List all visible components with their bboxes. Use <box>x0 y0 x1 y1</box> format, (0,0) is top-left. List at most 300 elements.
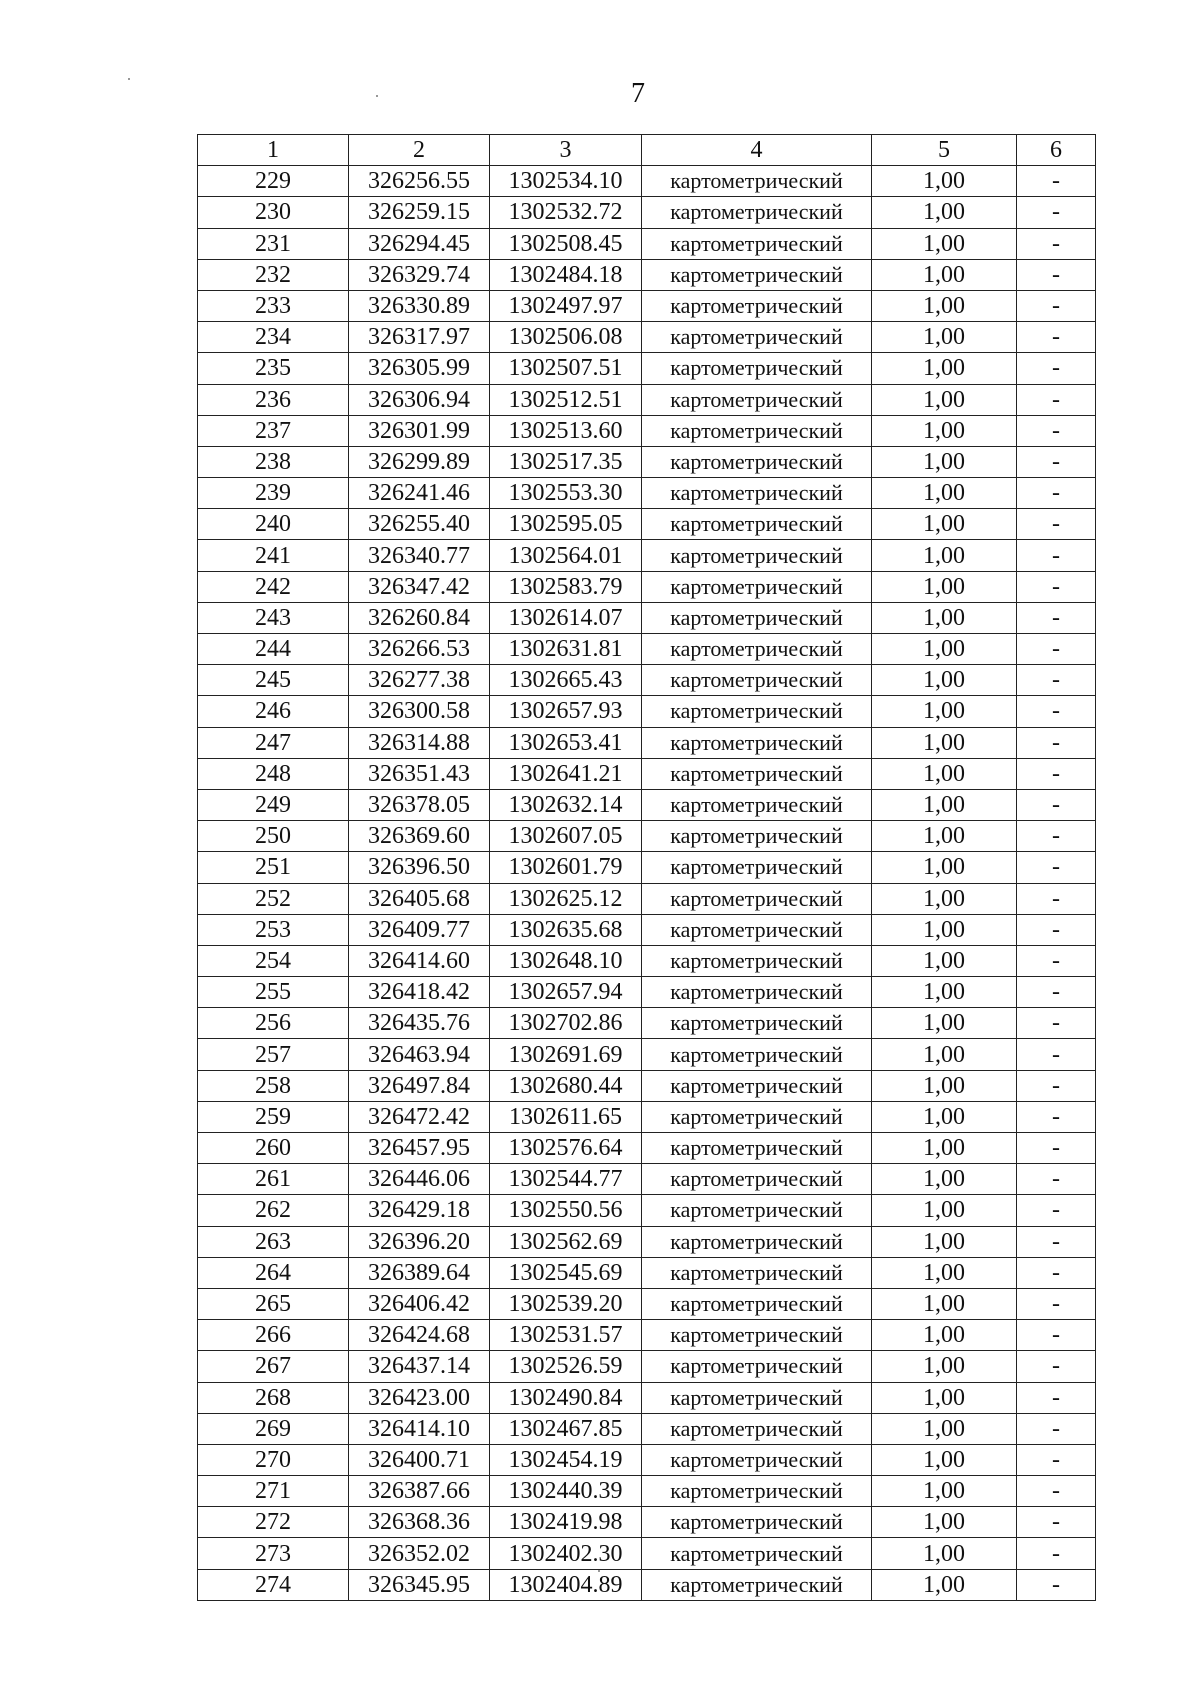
method-cell: картометрический <box>642 478 872 509</box>
method-cell: картометрический <box>642 1382 872 1413</box>
table-row <box>198 197 1096 228</box>
point-number-cell: 236 <box>198 384 349 415</box>
method-cell: картометрический <box>642 1008 872 1039</box>
note-cell: - <box>1017 1039 1096 1070</box>
point-number-cell: 259 <box>198 1101 349 1132</box>
y-coordinate-cell: 1302665.43 <box>490 665 642 696</box>
note-cell: - <box>1017 290 1096 321</box>
accuracy-cell: 1,00 <box>872 1538 1017 1569</box>
accuracy-cell: 1,00 <box>872 1195 1017 1226</box>
table-row <box>198 883 1096 914</box>
table-row <box>198 228 1096 259</box>
method-cell: картометрический <box>642 1538 872 1569</box>
table-row <box>198 1226 1096 1257</box>
coordinates-table <box>197 134 1096 1601</box>
method-cell: картометрический <box>642 1195 872 1226</box>
x-coordinate-cell: 326241.46 <box>349 478 490 509</box>
note-cell: - <box>1017 1569 1096 1600</box>
point-number-cell: 261 <box>198 1164 349 1195</box>
table-row <box>198 1133 1096 1164</box>
accuracy-cell: 1,00 <box>872 1569 1017 1600</box>
point-number-cell: 271 <box>198 1476 349 1507</box>
method-cell: картометрический <box>642 1133 872 1164</box>
point-number-cell: 230 <box>198 197 349 228</box>
x-coordinate-cell: 326329.74 <box>349 259 490 290</box>
y-coordinate-cell: 1302534.10 <box>490 166 642 197</box>
accuracy-cell: 1,00 <box>872 821 1017 852</box>
table-row <box>198 1569 1096 1600</box>
x-coordinate-cell: 326306.94 <box>349 384 490 415</box>
point-number-cell: 251 <box>198 852 349 883</box>
accuracy-cell: 1,00 <box>872 228 1017 259</box>
accuracy-cell: 1,00 <box>872 1226 1017 1257</box>
point-number-cell: 238 <box>198 446 349 477</box>
y-coordinate-cell: 1302508.45 <box>490 228 642 259</box>
note-cell: - <box>1017 1320 1096 1351</box>
point-number-cell: 270 <box>198 1444 349 1475</box>
method-cell: картометрический <box>642 1226 872 1257</box>
table-row <box>198 290 1096 321</box>
note-cell: - <box>1017 914 1096 945</box>
method-cell: картометрический <box>642 228 872 259</box>
accuracy-cell: 1,00 <box>872 758 1017 789</box>
x-coordinate-cell: 326378.05 <box>349 789 490 820</box>
note-cell: - <box>1017 1070 1096 1101</box>
note-cell: - <box>1017 571 1096 602</box>
y-coordinate-cell: 1302691.69 <box>490 1039 642 1070</box>
column-header-2: 2 <box>349 135 490 166</box>
y-coordinate-cell: 1302611.65 <box>490 1101 642 1132</box>
y-coordinate-cell: 1302657.94 <box>490 977 642 1008</box>
note-cell: - <box>1017 852 1096 883</box>
y-coordinate-cell: 1302564.01 <box>490 540 642 571</box>
point-number-cell: 233 <box>198 290 349 321</box>
accuracy-cell: 1,00 <box>872 665 1017 696</box>
method-cell: картометрический <box>642 1569 872 1600</box>
note-cell: - <box>1017 1288 1096 1319</box>
point-number-cell: 241 <box>198 540 349 571</box>
accuracy-cell: 1,00 <box>872 1008 1017 1039</box>
point-number-cell: 255 <box>198 977 349 1008</box>
table-row <box>198 977 1096 1008</box>
x-coordinate-cell: 326414.60 <box>349 945 490 976</box>
point-number-cell: 249 <box>198 789 349 820</box>
point-number-cell: 247 <box>198 727 349 758</box>
y-coordinate-cell: 1302497.97 <box>490 290 642 321</box>
point-number-cell: 268 <box>198 1382 349 1413</box>
accuracy-cell: 1,00 <box>872 883 1017 914</box>
note-cell: - <box>1017 821 1096 852</box>
accuracy-cell: 1,00 <box>872 384 1017 415</box>
note-cell: - <box>1017 727 1096 758</box>
y-coordinate-cell: 1302595.05 <box>490 509 642 540</box>
y-coordinate-cell: 1302532.72 <box>490 197 642 228</box>
x-coordinate-cell: 326472.42 <box>349 1101 490 1132</box>
table-row <box>198 446 1096 477</box>
method-cell: картометрический <box>642 727 872 758</box>
accuracy-cell: 1,00 <box>872 353 1017 384</box>
point-number-cell: 272 <box>198 1507 349 1538</box>
table-row <box>198 259 1096 290</box>
x-coordinate-cell: 326314.88 <box>349 727 490 758</box>
y-coordinate-cell: 1302454.19 <box>490 1444 642 1475</box>
method-cell: картометрический <box>642 914 872 945</box>
x-coordinate-cell: 326368.36 <box>349 1507 490 1538</box>
y-coordinate-cell: 1302607.05 <box>490 821 642 852</box>
method-cell: картометрический <box>642 259 872 290</box>
y-coordinate-cell: 1302550.56 <box>490 1195 642 1226</box>
scan-speck <box>376 95 378 97</box>
point-number-cell: 231 <box>198 228 349 259</box>
note-cell: - <box>1017 634 1096 665</box>
accuracy-cell: 1,00 <box>872 1382 1017 1413</box>
note-cell: - <box>1017 353 1096 384</box>
table-row <box>198 384 1096 415</box>
point-number-cell: 264 <box>198 1257 349 1288</box>
accuracy-cell: 1,00 <box>872 540 1017 571</box>
method-cell: картометрический <box>642 353 872 384</box>
table-row <box>198 509 1096 540</box>
point-number-cell: 273 <box>198 1538 349 1569</box>
note-cell: - <box>1017 1226 1096 1257</box>
method-cell: картометрический <box>642 1257 872 1288</box>
note-cell: - <box>1017 1101 1096 1132</box>
accuracy-cell: 1,00 <box>872 789 1017 820</box>
note-cell: - <box>1017 446 1096 477</box>
method-cell: картометрический <box>642 1351 872 1382</box>
method-cell: картометрический <box>642 1288 872 1319</box>
method-cell: картометрический <box>642 1476 872 1507</box>
x-coordinate-cell: 326497.84 <box>349 1070 490 1101</box>
accuracy-cell: 1,00 <box>872 1351 1017 1382</box>
y-coordinate-cell: 1302653.41 <box>490 727 642 758</box>
x-coordinate-cell: 326256.55 <box>349 166 490 197</box>
table-row <box>198 789 1096 820</box>
point-number-cell: 252 <box>198 883 349 914</box>
method-cell: картометрический <box>642 1101 872 1132</box>
x-coordinate-cell: 326457.95 <box>349 1133 490 1164</box>
point-number-cell: 240 <box>198 509 349 540</box>
method-cell: картометрический <box>642 1444 872 1475</box>
x-coordinate-cell: 326400.71 <box>349 1444 490 1475</box>
x-coordinate-cell: 326437.14 <box>349 1351 490 1382</box>
table-row <box>198 914 1096 945</box>
x-coordinate-cell: 326418.42 <box>349 977 490 1008</box>
y-coordinate-cell: 1302680.44 <box>490 1070 642 1101</box>
note-cell: - <box>1017 1195 1096 1226</box>
accuracy-cell: 1,00 <box>872 727 1017 758</box>
table-row <box>198 1288 1096 1319</box>
page-number: 7 <box>631 78 645 109</box>
note-cell: - <box>1017 259 1096 290</box>
y-coordinate-cell: 1302506.08 <box>490 322 642 353</box>
method-cell: картометрический <box>642 1164 872 1195</box>
point-number-cell: 269 <box>198 1413 349 1444</box>
y-coordinate-cell: 1302562.69 <box>490 1226 642 1257</box>
method-cell: картометрический <box>642 634 872 665</box>
method-cell: картометрический <box>642 821 872 852</box>
note-cell: - <box>1017 696 1096 727</box>
point-number-cell: 244 <box>198 634 349 665</box>
note-cell: - <box>1017 1476 1096 1507</box>
accuracy-cell: 1,00 <box>872 1320 1017 1351</box>
table-row <box>198 852 1096 883</box>
y-coordinate-cell: 1302517.35 <box>490 446 642 477</box>
note-cell: - <box>1017 602 1096 633</box>
point-number-cell: 237 <box>198 415 349 446</box>
x-coordinate-cell: 326255.40 <box>349 509 490 540</box>
x-coordinate-cell: 326429.18 <box>349 1195 490 1226</box>
point-number-cell: 257 <box>198 1039 349 1070</box>
method-cell: картометрический <box>642 852 872 883</box>
point-number-cell: 265 <box>198 1288 349 1319</box>
note-cell: - <box>1017 977 1096 1008</box>
point-number-cell: 263 <box>198 1226 349 1257</box>
method-cell: картометрический <box>642 945 872 976</box>
method-cell: картометрический <box>642 1039 872 1070</box>
table-row <box>198 1257 1096 1288</box>
table-row <box>198 696 1096 727</box>
x-coordinate-cell: 326424.68 <box>349 1320 490 1351</box>
table-row <box>198 571 1096 602</box>
method-cell: картометрический <box>642 977 872 1008</box>
point-number-cell: 229 <box>198 166 349 197</box>
note-cell: - <box>1017 1413 1096 1444</box>
point-number-cell: 245 <box>198 665 349 696</box>
point-number-cell: 250 <box>198 821 349 852</box>
point-number-cell: 243 <box>198 602 349 633</box>
accuracy-cell: 1,00 <box>872 945 1017 976</box>
accuracy-cell: 1,00 <box>872 1257 1017 1288</box>
table-row <box>198 415 1096 446</box>
y-coordinate-cell: 1302601.79 <box>490 852 642 883</box>
table-row <box>198 1008 1096 1039</box>
x-coordinate-cell: 326301.99 <box>349 415 490 446</box>
note-cell: - <box>1017 540 1096 571</box>
accuracy-cell: 1,00 <box>872 1133 1017 1164</box>
x-coordinate-cell: 326317.97 <box>349 322 490 353</box>
method-cell: картометрический <box>642 883 872 914</box>
note-cell: - <box>1017 1444 1096 1475</box>
y-coordinate-cell: 1302484.18 <box>490 259 642 290</box>
y-coordinate-cell: 1302440.39 <box>490 1476 642 1507</box>
accuracy-cell: 1,00 <box>872 852 1017 883</box>
y-coordinate-cell: 1302641.21 <box>490 758 642 789</box>
x-coordinate-cell: 326351.43 <box>349 758 490 789</box>
accuracy-cell: 1,00 <box>872 322 1017 353</box>
x-coordinate-cell: 326345.95 <box>349 1569 490 1600</box>
point-number-cell: 232 <box>198 259 349 290</box>
x-coordinate-cell: 326409.77 <box>349 914 490 945</box>
note-cell: - <box>1017 758 1096 789</box>
y-coordinate-cell: 1302583.79 <box>490 571 642 602</box>
table-row <box>198 1538 1096 1569</box>
point-number-cell: 256 <box>198 1008 349 1039</box>
table-row <box>198 1444 1096 1475</box>
x-coordinate-cell: 326369.60 <box>349 821 490 852</box>
accuracy-cell: 1,00 <box>872 509 1017 540</box>
accuracy-cell: 1,00 <box>872 1288 1017 1319</box>
note-cell: - <box>1017 1382 1096 1413</box>
y-coordinate-cell: 1302702.86 <box>490 1008 642 1039</box>
accuracy-cell: 1,00 <box>872 446 1017 477</box>
y-coordinate-cell: 1302635.68 <box>490 914 642 945</box>
table-row <box>198 727 1096 758</box>
table-row <box>198 1039 1096 1070</box>
y-coordinate-cell: 1302512.51 <box>490 384 642 415</box>
accuracy-cell: 1,00 <box>872 977 1017 1008</box>
table-row <box>198 665 1096 696</box>
scan-speck <box>128 78 130 80</box>
point-number-cell: 253 <box>198 914 349 945</box>
y-coordinate-cell: 1302467.85 <box>490 1413 642 1444</box>
x-coordinate-cell: 326406.42 <box>349 1288 490 1319</box>
table-row <box>198 1413 1096 1444</box>
note-cell: - <box>1017 478 1096 509</box>
table-row <box>198 1070 1096 1101</box>
y-coordinate-cell: 1302490.84 <box>490 1382 642 1413</box>
y-coordinate-cell: 1302402.30 <box>490 1538 642 1569</box>
x-coordinate-cell: 326300.58 <box>349 696 490 727</box>
x-coordinate-cell: 326435.76 <box>349 1008 490 1039</box>
table-row <box>198 945 1096 976</box>
column-header-1: 1 <box>198 135 349 166</box>
point-number-cell: 266 <box>198 1320 349 1351</box>
x-coordinate-cell: 326294.45 <box>349 228 490 259</box>
y-coordinate-cell: 1302648.10 <box>490 945 642 976</box>
method-cell: картометрический <box>642 509 872 540</box>
method-cell: картометрический <box>642 384 872 415</box>
note-cell: - <box>1017 1133 1096 1164</box>
table-row <box>198 758 1096 789</box>
method-cell: картометрический <box>642 446 872 477</box>
note-cell: - <box>1017 1257 1096 1288</box>
x-coordinate-cell: 326347.42 <box>349 571 490 602</box>
x-coordinate-cell: 326414.10 <box>349 1413 490 1444</box>
accuracy-cell: 1,00 <box>872 1039 1017 1070</box>
table-row <box>198 1164 1096 1195</box>
note-cell: - <box>1017 415 1096 446</box>
x-coordinate-cell: 326299.89 <box>349 446 490 477</box>
method-cell: картометрический <box>642 696 872 727</box>
y-coordinate-cell: 1302419.98 <box>490 1507 642 1538</box>
method-cell: картометрический <box>642 166 872 197</box>
note-cell: - <box>1017 228 1096 259</box>
note-cell: - <box>1017 665 1096 696</box>
note-cell: - <box>1017 883 1096 914</box>
table-body <box>198 166 1096 1601</box>
method-cell: картометрический <box>642 789 872 820</box>
table-row <box>198 322 1096 353</box>
note-cell: - <box>1017 509 1096 540</box>
y-coordinate-cell: 1302576.64 <box>490 1133 642 1164</box>
accuracy-cell: 1,00 <box>872 259 1017 290</box>
table-header-row <box>198 135 1096 166</box>
method-cell: картометрический <box>642 197 872 228</box>
table-row <box>198 1351 1096 1382</box>
accuracy-cell: 1,00 <box>872 696 1017 727</box>
column-header-5: 5 <box>872 135 1017 166</box>
table-row <box>198 1195 1096 1226</box>
note-cell: - <box>1017 1538 1096 1569</box>
y-coordinate-cell: 1302539.20 <box>490 1288 642 1319</box>
accuracy-cell: 1,00 <box>872 914 1017 945</box>
accuracy-cell: 1,00 <box>872 634 1017 665</box>
note-cell: - <box>1017 1164 1096 1195</box>
method-cell: картометрический <box>642 665 872 696</box>
column-header-6: 6 <box>1017 135 1096 166</box>
note-cell: - <box>1017 384 1096 415</box>
y-coordinate-cell: 1302553.30 <box>490 478 642 509</box>
point-number-cell: 239 <box>198 478 349 509</box>
table-row <box>198 1476 1096 1507</box>
note-cell: - <box>1017 1351 1096 1382</box>
x-coordinate-cell: 326352.02 <box>349 1538 490 1569</box>
method-cell: картометрический <box>642 1320 872 1351</box>
y-coordinate-cell: 1302545.69 <box>490 1257 642 1288</box>
column-header-3: 3 <box>490 135 642 166</box>
point-number-cell: 258 <box>198 1070 349 1101</box>
y-coordinate-cell: 1302507.51 <box>490 353 642 384</box>
method-cell: картометрический <box>642 1070 872 1101</box>
accuracy-cell: 1,00 <box>872 415 1017 446</box>
table-row <box>198 1101 1096 1132</box>
y-coordinate-cell: 1302513.60 <box>490 415 642 446</box>
table-row <box>198 821 1096 852</box>
x-coordinate-cell: 326463.94 <box>349 1039 490 1070</box>
column-header-4: 4 <box>642 135 872 166</box>
table-row <box>198 634 1096 665</box>
note-cell: - <box>1017 789 1096 820</box>
method-cell: картометрический <box>642 1413 872 1444</box>
method-cell: картометрический <box>642 758 872 789</box>
y-coordinate-cell: 1302526.59 <box>490 1351 642 1382</box>
point-number-cell: 248 <box>198 758 349 789</box>
accuracy-cell: 1,00 <box>872 478 1017 509</box>
table-row <box>198 1320 1096 1351</box>
x-coordinate-cell: 326266.53 <box>349 634 490 665</box>
note-cell: - <box>1017 322 1096 353</box>
table-row <box>198 353 1096 384</box>
note-cell: - <box>1017 197 1096 228</box>
x-coordinate-cell: 326277.38 <box>349 665 490 696</box>
table-row <box>198 478 1096 509</box>
y-coordinate-cell: 1302657.93 <box>490 696 642 727</box>
y-coordinate-cell: 1302531.57 <box>490 1320 642 1351</box>
x-coordinate-cell: 326260.84 <box>349 602 490 633</box>
table-row <box>198 540 1096 571</box>
x-coordinate-cell: 326387.66 <box>349 1476 490 1507</box>
y-coordinate-cell: 1302631.81 <box>490 634 642 665</box>
method-cell: картометрический <box>642 290 872 321</box>
x-coordinate-cell: 326340.77 <box>349 540 490 571</box>
method-cell: картометрический <box>642 322 872 353</box>
note-cell: - <box>1017 1507 1096 1538</box>
point-number-cell: 262 <box>198 1195 349 1226</box>
point-number-cell: 274 <box>198 1569 349 1600</box>
table-row <box>198 1507 1096 1538</box>
y-coordinate-cell: 1302632.14 <box>490 789 642 820</box>
accuracy-cell: 1,00 <box>872 1507 1017 1538</box>
accuracy-cell: 1,00 <box>872 1476 1017 1507</box>
method-cell: картометрический <box>642 415 872 446</box>
note-cell: - <box>1017 166 1096 197</box>
accuracy-cell: 1,00 <box>872 1444 1017 1475</box>
accuracy-cell: 1,00 <box>872 1070 1017 1101</box>
x-coordinate-cell: 326305.99 <box>349 353 490 384</box>
point-number-cell: 242 <box>198 571 349 602</box>
note-cell: - <box>1017 1008 1096 1039</box>
